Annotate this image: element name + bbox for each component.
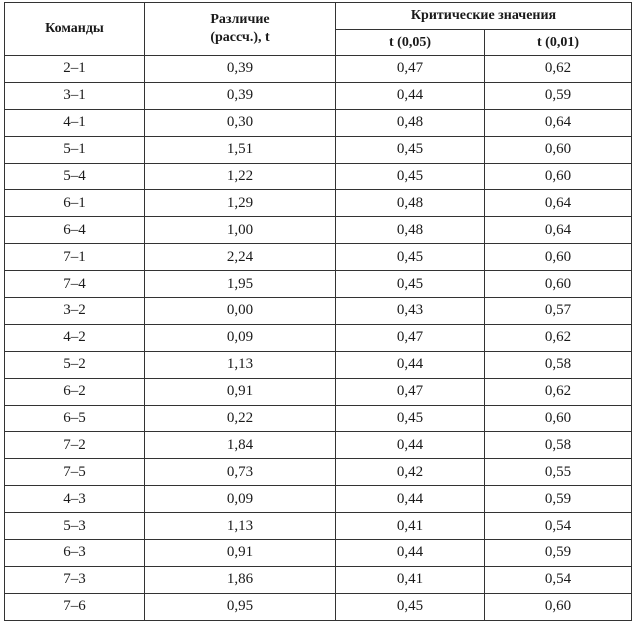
cell-t-calculated: 1,29	[145, 190, 336, 217]
cell-teams: 7–4	[5, 271, 145, 298]
table-row	[5, 513, 632, 540]
cell-teams: 7–1	[5, 244, 145, 271]
cell-t001: 0,58	[485, 432, 632, 459]
cell-t001: 0,57	[485, 298, 632, 325]
cell-t-calculated: 0,22	[145, 405, 336, 432]
cell-teams: 5–4	[5, 163, 145, 190]
cell-t-calculated: 1,51	[145, 136, 336, 163]
cell-teams: 5–3	[5, 513, 145, 540]
cell-t005: 0,48	[336, 190, 485, 217]
cell-t-calculated: 1,95	[145, 271, 336, 298]
cell-teams: 6–3	[5, 540, 145, 567]
cell-t-calculated: 0,91	[145, 540, 336, 567]
cell-teams: 4–3	[5, 486, 145, 513]
cell-t001: 0,60	[485, 271, 632, 298]
cell-t001: 0,60	[485, 244, 632, 271]
cell-t-calculated: 1,84	[145, 432, 336, 459]
cell-t005: 0,44	[336, 351, 485, 378]
cell-t005: 0,45	[336, 405, 485, 432]
cell-t-calculated: 1,13	[145, 513, 336, 540]
cell-t001: 0,60	[485, 163, 632, 190]
cell-teams: 7–3	[5, 566, 145, 593]
cell-t001: 0,60	[485, 405, 632, 432]
cell-teams: 7–2	[5, 432, 145, 459]
cell-teams: 6–4	[5, 217, 145, 244]
cell-t001: 0,64	[485, 109, 632, 136]
cell-teams: 4–2	[5, 324, 145, 351]
cell-t005: 0,45	[336, 136, 485, 163]
cell-t005: 0,47	[336, 324, 485, 351]
header-teams: Команды	[5, 3, 145, 56]
table-row	[5, 432, 632, 459]
comparison-table	[4, 2, 632, 621]
table-row	[5, 109, 632, 136]
cell-t001: 0,59	[485, 540, 632, 567]
cell-t005: 0,44	[336, 486, 485, 513]
cell-teams: 6–5	[5, 405, 145, 432]
cell-t005: 0,48	[336, 109, 485, 136]
cell-t001: 0,62	[485, 56, 632, 83]
cell-t-calculated: 0,91	[145, 378, 336, 405]
cell-t-calculated: 0,30	[145, 109, 336, 136]
table-row	[5, 351, 632, 378]
cell-t005: 0,45	[336, 244, 485, 271]
table-row	[5, 136, 632, 163]
cell-t001: 0,64	[485, 217, 632, 244]
cell-t-calculated: 0,39	[145, 56, 336, 83]
table-row	[5, 405, 632, 432]
header-difference-line2: (рассч.), t	[210, 30, 270, 45]
cell-t-calculated: 2,24	[145, 244, 336, 271]
cell-t005: 0,44	[336, 432, 485, 459]
table-row	[5, 163, 632, 190]
cell-t-calculated: 0,39	[145, 82, 336, 109]
cell-teams: 2–1	[5, 56, 145, 83]
cell-t005: 0,45	[336, 163, 485, 190]
cell-t-calculated: 0,00	[145, 298, 336, 325]
table-row	[5, 244, 632, 271]
cell-teams: 3–2	[5, 298, 145, 325]
cell-t-calculated: 0,73	[145, 459, 336, 486]
cell-t001: 0,55	[485, 459, 632, 486]
table-row	[5, 566, 632, 593]
cell-t001: 0,54	[485, 513, 632, 540]
cell-teams: 6–1	[5, 190, 145, 217]
cell-t-calculated: 1,86	[145, 566, 336, 593]
cell-t001: 0,62	[485, 324, 632, 351]
cell-t-calculated: 0,95	[145, 593, 336, 620]
cell-t001: 0,58	[485, 351, 632, 378]
cell-teams: 7–5	[5, 459, 145, 486]
cell-t001: 0,60	[485, 593, 632, 620]
table-row	[5, 540, 632, 567]
table-header	[5, 3, 632, 56]
cell-t-calculated: 1,13	[145, 351, 336, 378]
table-row	[5, 298, 632, 325]
table-row	[5, 459, 632, 486]
table-row	[5, 56, 632, 83]
cell-t-calculated: 1,22	[145, 163, 336, 190]
cell-t005: 0,44	[336, 82, 485, 109]
cell-t001: 0,54	[485, 566, 632, 593]
table-row	[5, 378, 632, 405]
cell-t-calculated: 0,09	[145, 324, 336, 351]
table-body	[5, 56, 632, 621]
cell-teams: 7–6	[5, 593, 145, 620]
cell-teams: 4–1	[5, 109, 145, 136]
cell-t001: 0,59	[485, 486, 632, 513]
cell-t005: 0,45	[336, 271, 485, 298]
cell-t005: 0,41	[336, 566, 485, 593]
header-critical-values: Критические значения	[336, 3, 632, 30]
table-row	[5, 271, 632, 298]
table-row	[5, 82, 632, 109]
cell-t001: 0,59	[485, 82, 632, 109]
cell-t005: 0,47	[336, 378, 485, 405]
cell-t005: 0,45	[336, 593, 485, 620]
cell-t-calculated: 0,09	[145, 486, 336, 513]
cell-t005: 0,41	[336, 513, 485, 540]
header-difference-line1: Различие	[210, 12, 270, 27]
cell-t005: 0,43	[336, 298, 485, 325]
cell-teams: 3–1	[5, 82, 145, 109]
cell-t001: 0,62	[485, 378, 632, 405]
header-difference	[145, 3, 336, 56]
cell-teams: 5–1	[5, 136, 145, 163]
table-row	[5, 486, 632, 513]
cell-t005: 0,42	[336, 459, 485, 486]
header-t005: t (0,05)	[336, 30, 485, 56]
table-row	[5, 324, 632, 351]
cell-teams: 6–2	[5, 378, 145, 405]
cell-t-calculated: 1,00	[145, 217, 336, 244]
cell-t005: 0,48	[336, 217, 485, 244]
header-t001: t (0,01)	[485, 30, 632, 56]
table-row	[5, 190, 632, 217]
cell-t001: 0,64	[485, 190, 632, 217]
table-row	[5, 593, 632, 620]
cell-t005: 0,44	[336, 540, 485, 567]
table-row	[5, 217, 632, 244]
cell-t005: 0,47	[336, 56, 485, 83]
cell-teams: 5–2	[5, 351, 145, 378]
cell-t001: 0,60	[485, 136, 632, 163]
